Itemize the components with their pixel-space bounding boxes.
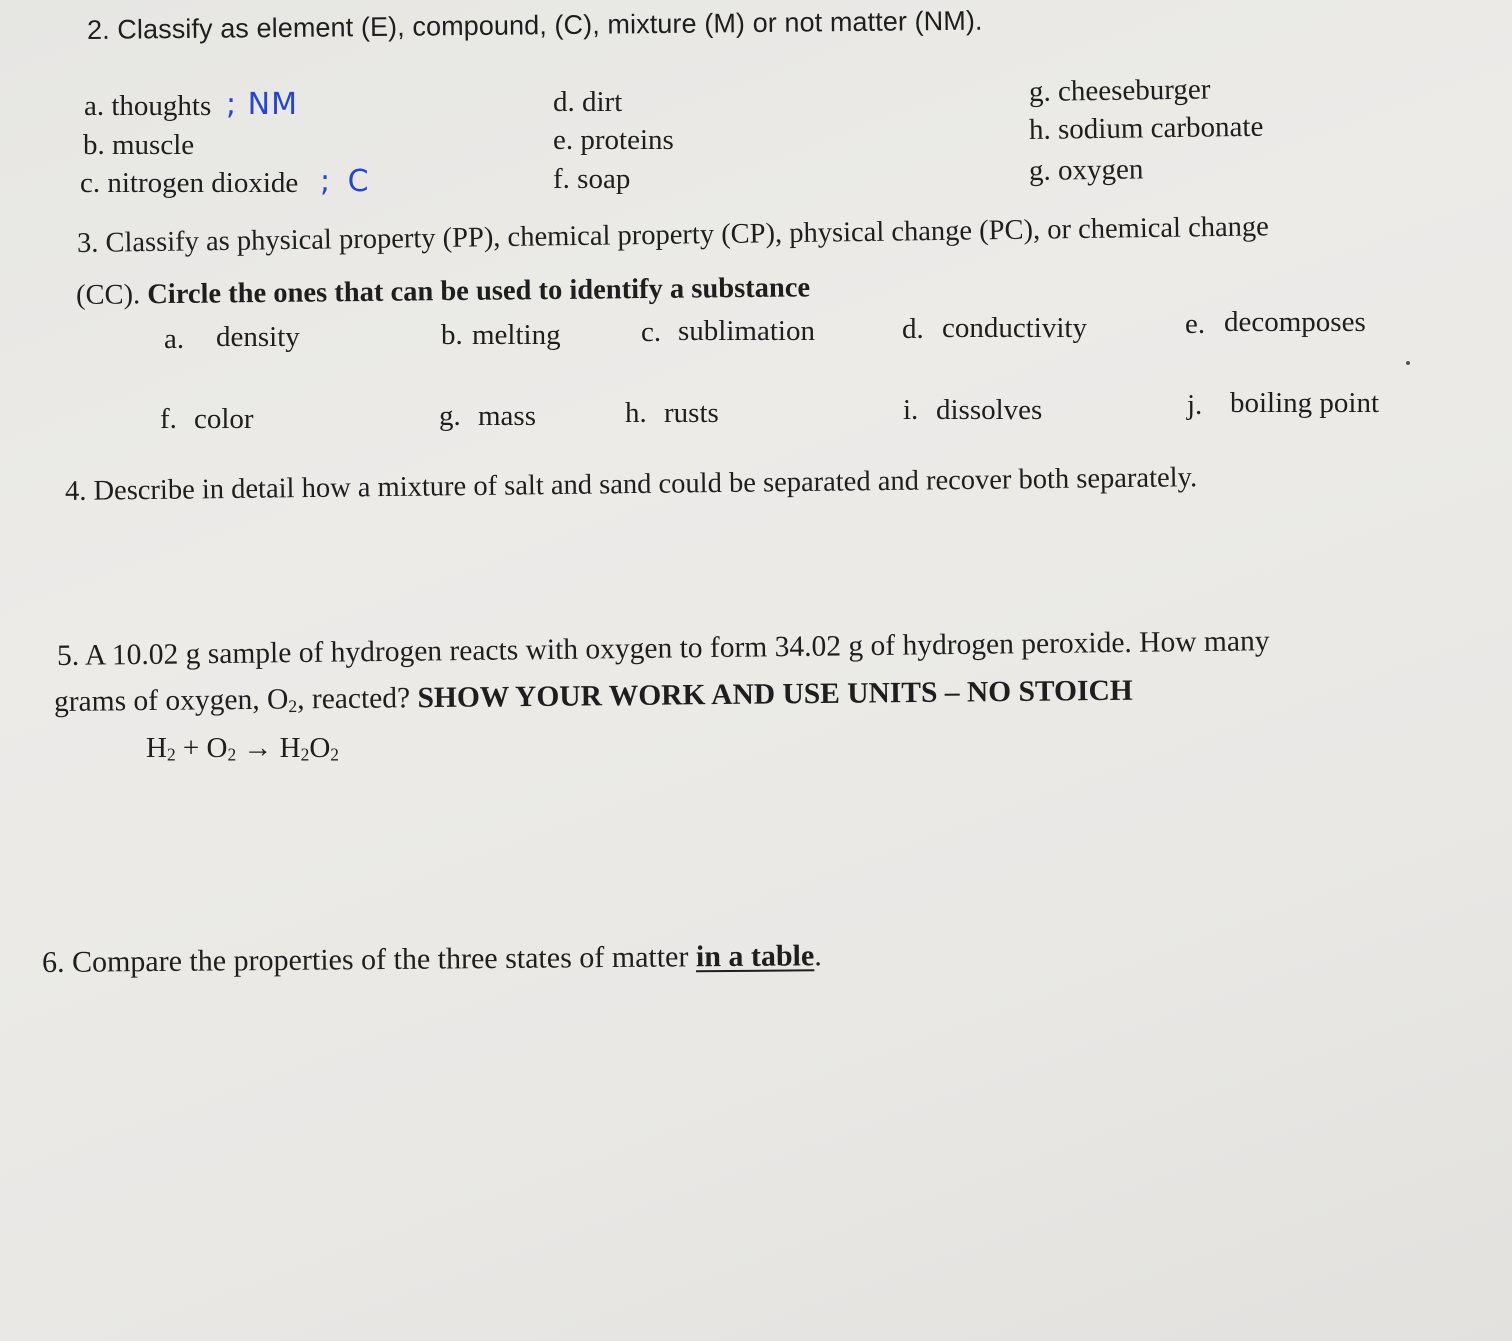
- q6-prompt-end: .: [814, 939, 822, 973]
- q3-item-c-text: sublimation: [678, 315, 815, 347]
- q2-item-a: a. thoughts: [84, 90, 212, 122]
- q3-item-f-text: color: [194, 403, 254, 435]
- q3-item-h-text: rusts: [664, 397, 719, 429]
- q3-item-c-letter: c.: [641, 316, 662, 348]
- q2-item-d: d. dirt: [553, 86, 623, 118]
- q3-item-g-letter: g.: [439, 400, 461, 432]
- q2-prompt: 2. Classify as element (E), compound, (C), mixture (M) or not matter (NM).: [86, 5, 983, 45]
- q3-item-a-text: density: [216, 321, 300, 353]
- eq-sub-3: 2: [300, 744, 310, 765]
- eq-sub-1: 2: [166, 744, 176, 765]
- q5-equation: [146, 734, 339, 764]
- q5-prompt-line2: [53, 674, 1133, 719]
- q2-item-g1: g. cheeseburger: [1028, 73, 1211, 108]
- q3-prompt-line2: [76, 274, 810, 310]
- q4-prompt: 4. Describe in detail how a mixture of salt and sand could be separated and recover both separately.: [64, 462, 1198, 507]
- eq-h: H: [146, 732, 167, 764]
- eq-sub-4: 2: [330, 744, 339, 765]
- eq-o: O: [309, 732, 331, 764]
- q2-item-h: h. sodium carbonate: [1028, 110, 1264, 146]
- q2-item-g2: g. oxygen: [1028, 153, 1144, 187]
- q3-item-i-letter: i.: [903, 394, 919, 426]
- q2-item-b: b. muscle: [83, 129, 195, 161]
- q3-item-b-letter: b.: [441, 319, 463, 351]
- q5-prompt-line1: 5. A 10.02 g sample of hydrogen reacts with oxygen to form 34.02 g of hydrogen peroxide. How many: [56, 625, 1270, 672]
- q5-line2-bold: SHOW YOUR WORK AND USE UNITS – NO STOICH: [417, 674, 1133, 715]
- q3-prompt-line2-plain: (CC).: [75, 279, 141, 311]
- q3-item-a-letter: a.: [164, 323, 185, 355]
- eq-sub-2: 2: [227, 744, 237, 765]
- q3-prompt-line2-bold: Circle the ones that can be used to identify a substance: [147, 272, 811, 311]
- q3-item-e-letter: e.: [1185, 308, 1206, 340]
- q6-prompt-underlined: in a table: [695, 939, 815, 974]
- q3-item-h-letter: h.: [625, 397, 647, 429]
- q3-item-j-letter: j.: [1187, 389, 1203, 421]
- q2-answer-a: ; NM: [226, 87, 298, 122]
- eq-plus: + O: [175, 732, 228, 764]
- q3-item-e-text: decomposes: [1224, 306, 1366, 338]
- q3-prompt-line1: 3. Classify as physical property (PP), chemical property (CP), physical change (PC), or chemical change: [76, 211, 1270, 259]
- q2-answer-c: ; C: [320, 164, 373, 199]
- q5-line2-text-b: , reacted?: [296, 682, 411, 716]
- q3-item-f-letter: f.: [160, 403, 177, 435]
- q3-item-b-text: melting: [472, 319, 561, 351]
- q3-item-d-text: conductivity: [942, 312, 1087, 344]
- q5-line2-text-a: grams of oxygen, O: [53, 683, 289, 718]
- q6-prompt-plain: 6. Compare the properties of the three states of matter: [41, 940, 689, 979]
- eq-arrow: → H: [236, 732, 301, 764]
- q5-line2-sub: 2: [288, 695, 298, 717]
- q3-item-i-text: dissolves: [936, 394, 1043, 426]
- q2-item-f: f. soap: [553, 163, 631, 195]
- q2-item-e: e. proteins: [553, 124, 674, 156]
- stray-mark: [1406, 361, 1410, 365]
- q3-item-g-text: mass: [478, 400, 536, 432]
- q3-item-d-letter: d.: [902, 313, 924, 345]
- q3-item-j-text: boiling point: [1230, 387, 1380, 419]
- q6-prompt: [42, 941, 822, 978]
- q2-item-c: c. nitrogen dioxide: [80, 167, 299, 199]
